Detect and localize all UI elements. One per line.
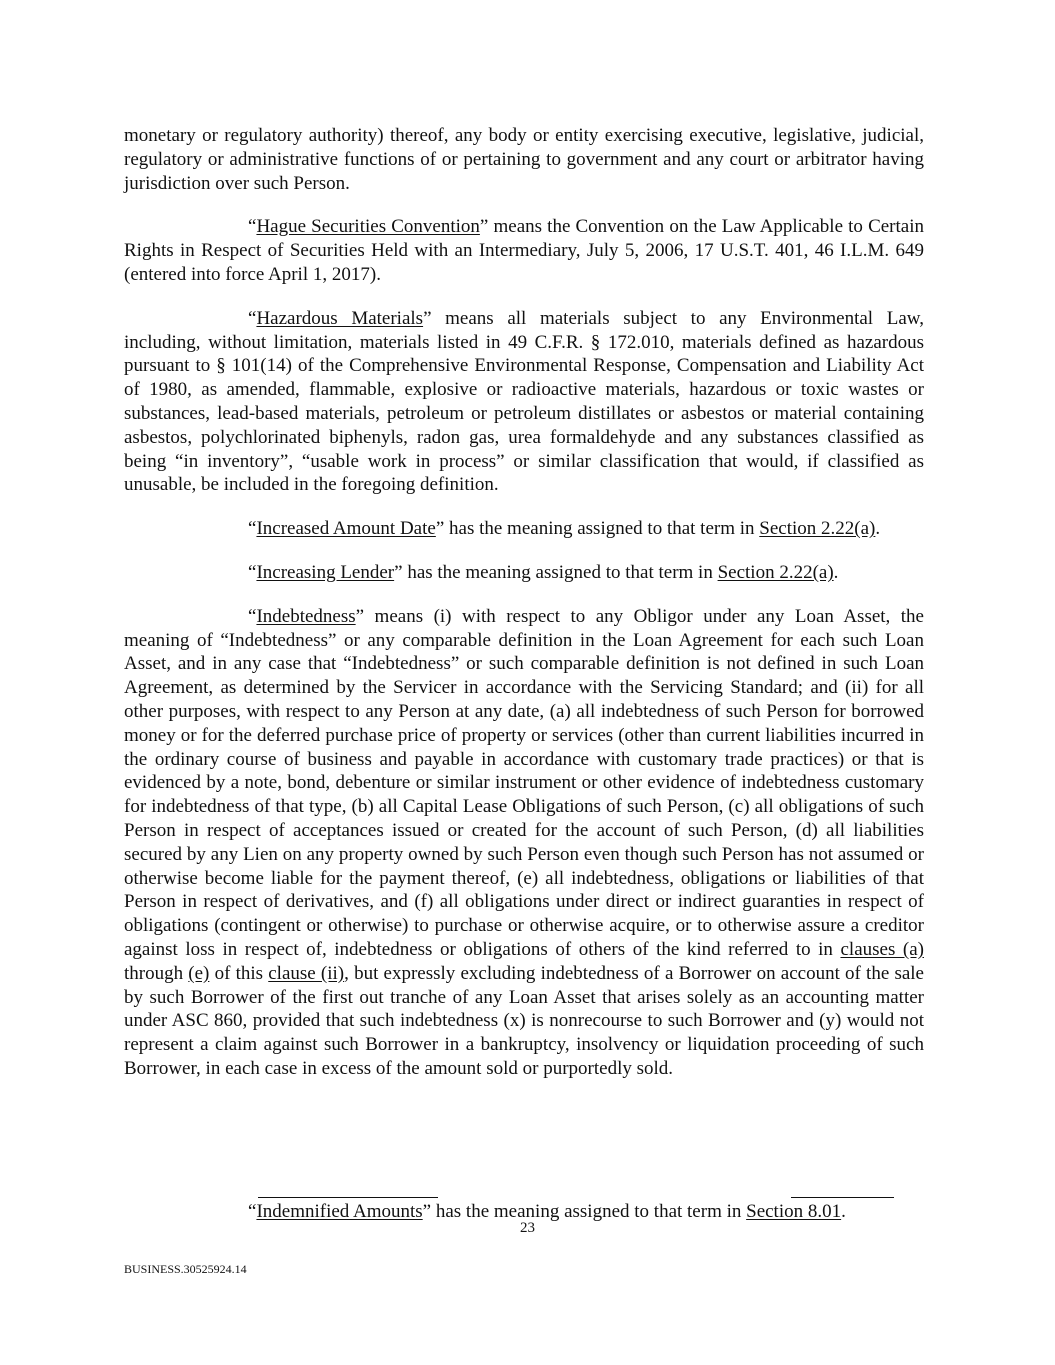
- divider-line: [258, 1197, 438, 1198]
- defined-term: Indebtedness: [256, 605, 356, 627]
- defined-term: Increased Amount Date: [256, 518, 436, 540]
- definition-indemnified-amounts: “Indemnified Amounts” has the meaning assigned to that term in Section 8.01.: [248, 1201, 846, 1222]
- defined-term: Hague Securities Convention: [256, 216, 480, 238]
- definition-increased-amount-date: “Increased Amount Date” has the meaning assigned to that term in Section 2.22(a).: [248, 518, 881, 540]
- paragraph-continuation: monetary or regulatory authority) thereof, any body or entity exercising executive, legislative, judicial, regulatory or administrative functions of or pertaining to government and any court or arbitrator having jurisdiction over such Person.: [124, 125, 924, 194]
- definition-hazardous-materials: “Hazardous Materials” means all materials subject to any Environmental Law, including, without limitation, materials listed in 49 C.F.R. § 172.010, materials defined as hazardous pursuant to § 101(14) of the Comprehensive Environmental Response, Compensation and Liability Act of 1980, as amended, flammable, explosive or radioactive materials, hazardous or toxic wastes or substances, lead-based materials, petroleum or petroleum distillates or asbestos or material containing asbestos, polychlorinated biphenyls, radon gas, urea formaldehyde and any substances classified as being “in inventory”, “usable work in process” or similar classification that would, if classified as unusable, be included in the foregoing definition.: [124, 307, 924, 496]
- definition-hague-securities-convention: “Hague Securities Convention” means the Convention on the Law Applicable to Certain Rights in Respect of Securities Held with an Intermediary, July 5, 2006, 17 U.S.T. 401, 46 I.L.M. 649 (entered into force April 1, 2017).: [124, 216, 924, 285]
- defined-term: Hazardous Materials: [256, 307, 424, 329]
- section-reference: Section 2.22(a): [717, 561, 834, 583]
- definition-increasing-lender: “Increasing Lender” has the meaning assigned to that term in Section 2.22(a).: [248, 561, 839, 583]
- definition-indebtedness: “Indebtedness” means (i) with respect to any Obligor under any Loan Asset, the meaning of “Indebtedness” or any comparable definition in the Loan Agreement for each such Loan Asset, and in any case that “Indebtedness” or such comparable definition is not defined in such Loan Agreement, as determined by the Servicer in accordance with the Servicing Standard; and (ii) for all other purposes, with respect to any Person at any date, (a) all indebtedness of such Person for borrowed money or for the deferred purchase price of property or services (other than current liabilities incurred in the ordinary course of business and payable in accordance with customary trade practices) or that is evidenced by a note, bond, debenture or similar instrument or other evidence of indebtedness customary for indebtedness of that type, (b) all Capital Lease Obligations of such Person, (c) all obligations of such Person in respect of acceptances issued or created for the account of such Person, (d) all liabilities secured by any Lien on any property owned by such Person even though such Person has not assumed or otherwise become liable for the payment thereof, (e) all indebtedness, obligations or liabilities of that Person in respect of derivatives, and (f) all obligations under direct or indirect guaranties in respect of obligations (contingent or otherwise) to purchase or otherwise acquire, or to otherwise assure a creditor against loss in respect of, indebtedness or obligations of others of the kind referred to in clauses (a) through (e) of this clause (ii), but expressly excluding indebtedness of a Borrower on account of the sale by such Borrower of the first out tranche of any Loan Asset that arises solely as an accounting matter under ASC 860, provided that such indebtedness (x) is nonrecourse to such Borrower and (y) would not represent a claim against such Borrower in a bankruptcy, insolvency or liquidation proceeding of such Borrower, in each case in excess of the amount sold or purportedly sold.: [124, 605, 924, 1079]
- clause-reference: clauses (a): [840, 938, 924, 960]
- section-reference: Section 8.01: [746, 1201, 842, 1222]
- page-number: 23: [520, 1220, 535, 1236]
- defined-term: Indemnified Amounts: [256, 1201, 423, 1222]
- document-id: BUSINESS.30525924.14: [124, 1262, 247, 1276]
- section-reference: Section 2.22(a): [759, 518, 876, 540]
- clause-reference: clause (ii): [268, 962, 345, 984]
- document-body: [124, 124, 924, 1101]
- clause-reference: (e): [188, 962, 210, 984]
- defined-term: Increasing Lender: [256, 561, 395, 583]
- divider-line: [791, 1197, 894, 1198]
